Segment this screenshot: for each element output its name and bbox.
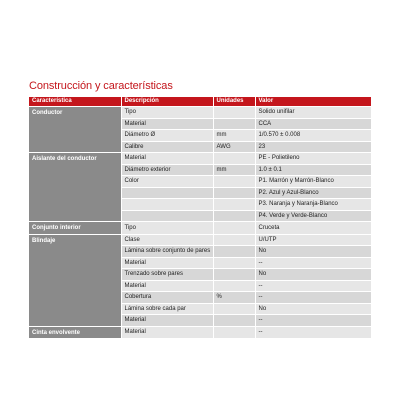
units-cell xyxy=(213,107,255,119)
section-title: Construcción y características xyxy=(29,80,173,92)
description-cell: Color xyxy=(121,176,213,188)
value-cell: No xyxy=(255,246,371,258)
description-cell: Material xyxy=(121,153,213,165)
units-cell xyxy=(213,269,255,281)
header-valor: Valor xyxy=(255,97,371,107)
table-row xyxy=(29,326,371,338)
value-cell: -- xyxy=(255,292,371,304)
description-cell: Cobertura xyxy=(121,292,213,304)
description-cell: Material xyxy=(121,257,213,269)
units-cell xyxy=(213,280,255,292)
section-label: Cinta envolvente xyxy=(29,326,121,338)
value-cell: U/UTP xyxy=(255,234,371,246)
units-cell: mm xyxy=(213,164,255,176)
units-cell xyxy=(213,315,255,327)
units-cell xyxy=(213,326,255,338)
units-cell xyxy=(213,234,255,246)
value-cell: Solido unifilar xyxy=(255,107,371,119)
description-cell: Diámetro exterior xyxy=(121,164,213,176)
value-cell: CCA xyxy=(255,118,371,130)
value-cell: No xyxy=(255,303,371,315)
section-label: Conductor xyxy=(29,107,121,153)
description-cell: Calibre xyxy=(121,141,213,153)
units-cell xyxy=(213,257,255,269)
value-cell: 23 xyxy=(255,141,371,153)
value-cell: -- xyxy=(255,257,371,269)
description-cell xyxy=(121,199,213,211)
units-cell xyxy=(213,303,255,315)
table-body xyxy=(29,107,371,339)
units-cell: AWG xyxy=(213,141,255,153)
units-cell xyxy=(213,222,255,235)
description-cell: Tipo xyxy=(121,222,213,235)
description-cell: Material xyxy=(121,326,213,338)
units-cell: mm xyxy=(213,130,255,142)
description-cell: Lámina sobre conjunto de pares xyxy=(121,246,213,258)
units-cell: % xyxy=(213,292,255,304)
header-unidades: Unidades xyxy=(213,97,255,107)
value-cell: P4. Verde y Verde-Blanco xyxy=(255,210,371,222)
section-label: Conjunto interior xyxy=(29,222,121,235)
description-cell: Diámetro Ø xyxy=(121,130,213,142)
description-cell: Lámina sobre cada par xyxy=(121,303,213,315)
value-cell: -- xyxy=(255,280,371,292)
header-caracteristica: Característica xyxy=(29,97,121,107)
value-cell: P2. Azul y Azul-Blanco xyxy=(255,187,371,199)
units-cell xyxy=(213,118,255,130)
units-cell xyxy=(213,153,255,165)
units-cell xyxy=(213,210,255,222)
description-cell: Clase xyxy=(121,234,213,246)
header-descripcion: Descripción xyxy=(121,97,213,107)
units-cell xyxy=(213,199,255,211)
value-cell: P1. Marrón y Marrón-Blanco xyxy=(255,176,371,188)
description-cell: Material xyxy=(121,118,213,130)
table-row xyxy=(29,222,371,235)
description-cell xyxy=(121,210,213,222)
table-header-row xyxy=(29,97,371,107)
value-cell: No xyxy=(255,269,371,281)
table-row xyxy=(29,234,371,246)
section-label: Blindaje xyxy=(29,234,121,326)
value-cell: 1.0 ± 0.1 xyxy=(255,164,371,176)
units-cell xyxy=(213,246,255,258)
value-cell: -- xyxy=(255,315,371,327)
description-cell: Material xyxy=(121,315,213,327)
value-cell: -- xyxy=(255,326,371,338)
units-cell xyxy=(213,176,255,188)
description-cell: Material xyxy=(121,280,213,292)
table-row xyxy=(29,153,371,165)
value-cell: PE - Polietileno xyxy=(255,153,371,165)
characteristics-table xyxy=(29,97,372,338)
section-label: Aislante del conductor xyxy=(29,153,121,222)
table-row xyxy=(29,107,371,119)
units-cell xyxy=(213,187,255,199)
description-cell: Tipo xyxy=(121,107,213,119)
value-cell: P3. Naranja y Naranja-Blanco xyxy=(255,199,371,211)
description-cell xyxy=(121,187,213,199)
value-cell: Cruceta xyxy=(255,222,371,235)
description-cell: Trenzado sobre pares xyxy=(121,269,213,281)
value-cell: 1/0.570 ± 0.008 xyxy=(255,130,371,142)
